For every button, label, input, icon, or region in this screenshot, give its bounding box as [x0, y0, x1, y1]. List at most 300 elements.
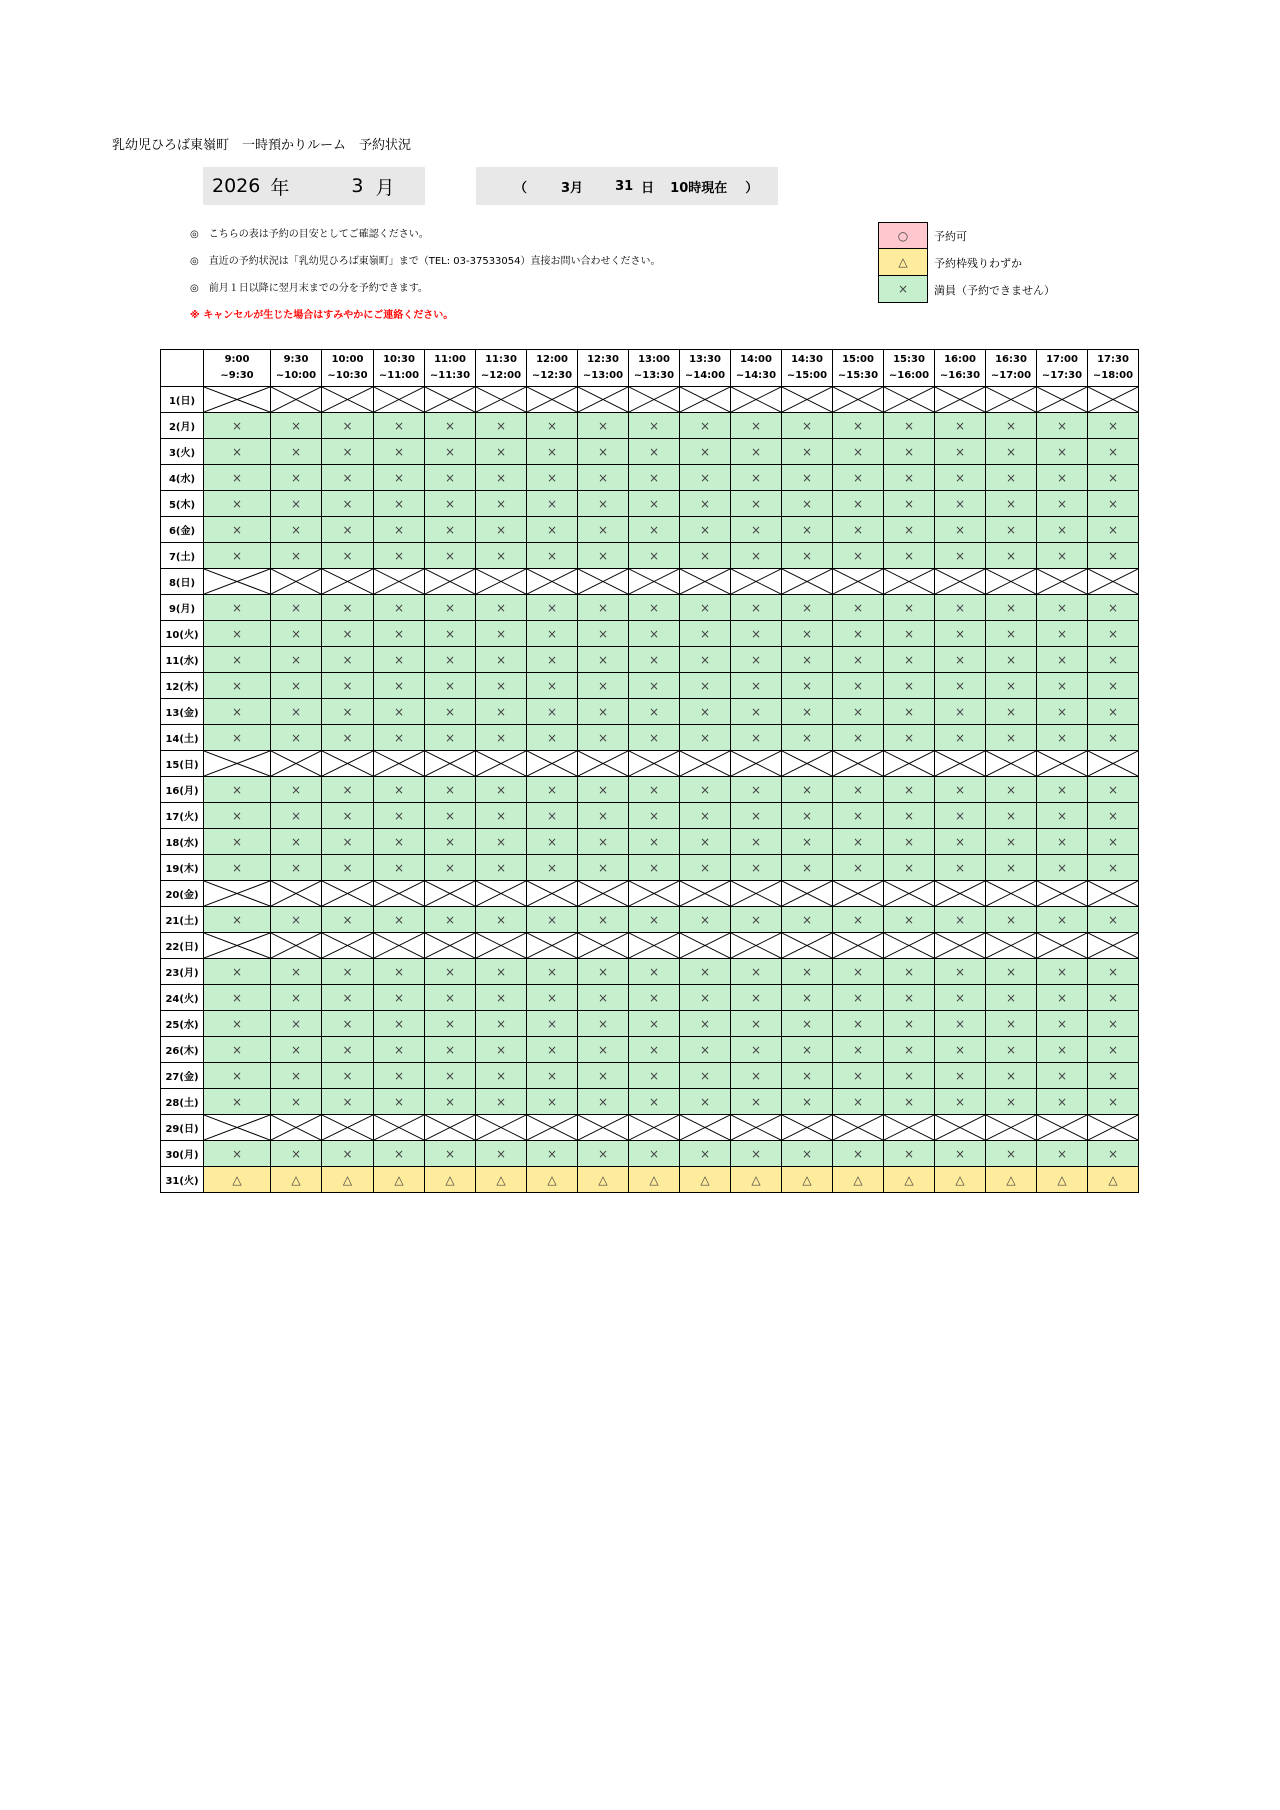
day-label: 4(水) — [161, 465, 204, 491]
slot-status-cell: × — [425, 621, 476, 647]
day-label: 14(土) — [161, 725, 204, 751]
slot-start: 16:00 — [944, 354, 976, 365]
closed-cell — [476, 387, 527, 413]
slot-status-cell: × — [1088, 1037, 1139, 1063]
slot-status-cell: × — [884, 855, 935, 881]
day-label: 12(木) — [161, 673, 204, 699]
closed-cell — [578, 387, 629, 413]
closed-cell — [271, 933, 322, 959]
slot-status-cell: × — [1088, 595, 1139, 621]
closed-cell — [833, 1115, 884, 1141]
day-label: 28(土) — [161, 1089, 204, 1115]
closed-cell — [527, 881, 578, 907]
slot-status-cell: × — [322, 803, 374, 829]
slot-status-cell: × — [425, 595, 476, 621]
slot-status-cell: × — [629, 1037, 680, 1063]
slot-status-cell: × — [1037, 465, 1088, 491]
month-value: 3 — [351, 175, 364, 197]
slot-start: 10:30 — [383, 354, 415, 365]
slot-status-cell: × — [935, 855, 986, 881]
slot-status-cell: × — [935, 1063, 986, 1089]
slot-header — [271, 350, 322, 387]
closed-cell — [782, 751, 833, 777]
closed-cell — [476, 569, 527, 595]
slot-status-cell: × — [476, 907, 527, 933]
closed-cell — [271, 1115, 322, 1141]
slot-status-cell: × — [271, 777, 322, 803]
slot-status-cell: × — [629, 621, 680, 647]
table-row — [161, 803, 1139, 829]
closed-cross-icon — [204, 933, 270, 958]
slot-status-cell: × — [1037, 1011, 1088, 1037]
closed-cell — [271, 751, 322, 777]
slot-status-cell: × — [935, 959, 986, 985]
slot-status-cell: × — [731, 673, 782, 699]
day-label: 20(金) — [161, 881, 204, 907]
slot-status-cell: × — [1088, 959, 1139, 985]
slot-status-cell: × — [833, 855, 884, 881]
closed-cross-icon — [527, 881, 577, 906]
closed-cross-icon — [204, 387, 270, 412]
slot-status-cell: × — [986, 621, 1037, 647]
legend-label-full: 満員（予約できません） — [934, 283, 1055, 297]
slot-status-cell: × — [884, 595, 935, 621]
slot-status-cell: × — [680, 959, 731, 985]
slot-status-cell: △ — [782, 1167, 833, 1193]
day-label: 17(火) — [161, 803, 204, 829]
slot-end: ~12:00 — [480, 370, 522, 381]
closed-cell — [629, 387, 680, 413]
slot-status-cell: × — [476, 959, 527, 985]
slot-status-cell: × — [527, 1063, 578, 1089]
slot-status-cell: × — [680, 621, 731, 647]
slot-header — [578, 350, 629, 387]
slot-status-cell: × — [578, 673, 629, 699]
slot-status-cell: × — [935, 907, 986, 933]
slot-status-cell: × — [629, 1089, 680, 1115]
slot-status-cell: × — [884, 1011, 935, 1037]
slot-status-cell: × — [986, 1089, 1037, 1115]
slot-status-cell: × — [731, 543, 782, 569]
slot-status-cell: × — [322, 855, 374, 881]
slot-status-cell: × — [578, 647, 629, 673]
table-row — [161, 985, 1139, 1011]
closed-cross-icon — [833, 751, 883, 776]
slot-status-cell: × — [833, 439, 884, 465]
slot-status-cell: × — [833, 1089, 884, 1115]
table-row — [161, 933, 1139, 959]
slot-status-cell: × — [731, 1141, 782, 1167]
closed-cross-icon — [629, 1115, 679, 1140]
slot-end: ~17:00 — [990, 370, 1032, 381]
slot-status-cell: × — [782, 1011, 833, 1037]
closed-cell — [935, 569, 986, 595]
slot-status-cell: × — [986, 543, 1037, 569]
closed-cell — [731, 1115, 782, 1141]
closed-cell — [425, 387, 476, 413]
slot-status-cell: × — [1088, 439, 1139, 465]
closed-cross-icon — [629, 751, 679, 776]
slot-status-cell: × — [578, 829, 629, 855]
closed-cross-icon — [204, 881, 270, 906]
note-cancel-alert: ※ キャンセルが生じた場合はすみやかにご連絡ください。 — [190, 310, 454, 321]
slot-status-cell: × — [680, 1141, 731, 1167]
slot-status-cell: × — [271, 465, 322, 491]
slot-status-cell: × — [782, 1037, 833, 1063]
slot-status-cell: × — [204, 543, 271, 569]
slot-status-cell: × — [629, 439, 680, 465]
closed-cell — [204, 1115, 271, 1141]
slot-status-cell: × — [680, 647, 731, 673]
closed-cross-icon — [986, 387, 1036, 412]
table-row — [161, 491, 1139, 517]
closed-cell — [986, 387, 1037, 413]
closed-cell — [204, 751, 271, 777]
closed-cell — [731, 881, 782, 907]
closed-cell — [1037, 933, 1088, 959]
slot-status-cell: × — [322, 621, 374, 647]
slot-status-cell: × — [374, 543, 425, 569]
day-label: 30(月) — [161, 1141, 204, 1167]
slot-status-cell: × — [374, 725, 425, 751]
closed-cross-icon — [271, 933, 321, 958]
closed-cell — [374, 933, 425, 959]
slot-end: ~13:30 — [633, 370, 675, 381]
closed-cell — [986, 933, 1037, 959]
closed-cross-icon — [884, 569, 934, 594]
closed-cell — [1088, 933, 1139, 959]
closed-cell — [374, 751, 425, 777]
slot-status-cell: × — [833, 1141, 884, 1167]
slot-status-cell: × — [833, 621, 884, 647]
closed-cross-icon — [986, 881, 1036, 906]
slot-status-cell: × — [1037, 1063, 1088, 1089]
slot-status-cell: × — [782, 985, 833, 1011]
slot-status-cell: × — [476, 517, 527, 543]
slot-header — [731, 350, 782, 387]
slot-status-cell: × — [935, 543, 986, 569]
slot-status-cell: × — [629, 1011, 680, 1037]
slot-status-cell: × — [833, 491, 884, 517]
closed-cross-icon — [204, 751, 270, 776]
day-label: 11(水) — [161, 647, 204, 673]
slot-status-cell: × — [731, 621, 782, 647]
slot-status-cell: × — [986, 465, 1037, 491]
slot-status-cell: × — [204, 1089, 271, 1115]
slot-status-cell: × — [204, 439, 271, 465]
slot-status-cell: × — [731, 907, 782, 933]
slot-status-cell: × — [986, 517, 1037, 543]
slot-status-cell: × — [425, 855, 476, 881]
slot-status-cell: × — [271, 543, 322, 569]
slot-status-cell: × — [782, 621, 833, 647]
slot-status-cell: × — [476, 777, 527, 803]
slot-status-cell: × — [1088, 413, 1139, 439]
closed-cross-icon — [425, 569, 475, 594]
table-row — [161, 1141, 1139, 1167]
closed-cell — [731, 387, 782, 413]
slot-status-cell: × — [1037, 855, 1088, 881]
slot-status-cell: × — [782, 673, 833, 699]
slot-status-cell: × — [833, 959, 884, 985]
slot-status-cell: △ — [935, 1167, 986, 1193]
slot-status-cell: × — [476, 829, 527, 855]
legend-label-open: 予約可 — [934, 229, 967, 243]
slot-status-cell: × — [986, 1063, 1037, 1089]
table-row — [161, 595, 1139, 621]
day-label: 18(水) — [161, 829, 204, 855]
closed-cell — [425, 569, 476, 595]
slot-status-cell: × — [629, 725, 680, 751]
closed-cell — [204, 387, 271, 413]
slot-status-cell: × — [374, 1063, 425, 1089]
closed-cell — [374, 387, 425, 413]
slot-start: 17:00 — [1046, 354, 1078, 365]
slot-status-cell: × — [204, 1011, 271, 1037]
slot-status-cell: × — [1088, 855, 1139, 881]
slot-status-cell: × — [680, 1037, 731, 1063]
slot-status-cell: × — [476, 465, 527, 491]
slot-status-cell: × — [731, 777, 782, 803]
slot-status-cell: × — [1037, 1037, 1088, 1063]
closed-cross-icon — [1037, 569, 1087, 594]
closed-cell — [1037, 387, 1088, 413]
day-label: 24(火) — [161, 985, 204, 1011]
closed-cell — [578, 1115, 629, 1141]
closed-cross-icon — [271, 569, 321, 594]
slot-status-cell: × — [578, 543, 629, 569]
slot-status-cell: × — [476, 673, 527, 699]
slot-status-cell: × — [1037, 1141, 1088, 1167]
slot-status-cell: × — [884, 1141, 935, 1167]
closed-cross-icon — [731, 569, 781, 594]
slot-status-cell: × — [782, 517, 833, 543]
closed-cross-icon — [782, 881, 832, 906]
slot-status-cell: × — [782, 491, 833, 517]
closed-cell — [425, 1115, 476, 1141]
closed-cross-icon — [1037, 881, 1087, 906]
slot-header — [782, 350, 833, 387]
slot-status-cell: × — [935, 1037, 986, 1063]
slot-status-cell: × — [731, 699, 782, 725]
slot-status-cell: × — [1088, 777, 1139, 803]
closed-cell — [629, 751, 680, 777]
closed-cell — [322, 751, 374, 777]
table-row — [161, 699, 1139, 725]
closed-cross-icon — [1037, 1115, 1087, 1140]
slot-status-cell: × — [629, 985, 680, 1011]
slot-status-cell: × — [204, 673, 271, 699]
slot-status-cell: × — [204, 413, 271, 439]
slot-status-cell: × — [578, 699, 629, 725]
closed-cell — [578, 881, 629, 907]
slot-status-cell: × — [374, 1089, 425, 1115]
slot-status-cell: × — [1088, 1141, 1139, 1167]
slot-status-cell: × — [476, 855, 527, 881]
closed-cell — [425, 751, 476, 777]
slot-status-cell: × — [935, 829, 986, 855]
as-of-time: 10時現在 — [670, 180, 728, 196]
closed-cell — [884, 1115, 935, 1141]
slot-end: ~15:30 — [837, 370, 879, 381]
slot-status-cell: × — [527, 673, 578, 699]
closed-cell — [1088, 387, 1139, 413]
slot-start: 12:30 — [587, 354, 619, 365]
slot-status-cell: × — [204, 621, 271, 647]
closed-cell — [833, 933, 884, 959]
closed-cross-icon — [884, 387, 934, 412]
slot-status-cell: × — [782, 725, 833, 751]
closed-cross-icon — [1088, 387, 1138, 412]
table-row — [161, 855, 1139, 881]
slot-status-cell: × — [578, 1011, 629, 1037]
slot-status-cell: × — [374, 413, 425, 439]
slot-status-cell: × — [374, 439, 425, 465]
slot-status-cell: × — [322, 543, 374, 569]
day-label: 3(火) — [161, 439, 204, 465]
slot-status-cell: × — [271, 647, 322, 673]
slot-status-cell: × — [935, 465, 986, 491]
slot-status-cell: × — [935, 1011, 986, 1037]
closed-cell — [322, 881, 374, 907]
table-row — [161, 1089, 1139, 1115]
slot-status-cell: × — [986, 803, 1037, 829]
slot-status-cell: × — [935, 1141, 986, 1167]
slot-status-cell: △ — [578, 1167, 629, 1193]
slot-status-cell: × — [833, 1011, 884, 1037]
closed-cell — [527, 1115, 578, 1141]
slot-status-cell: × — [833, 1063, 884, 1089]
slot-status-cell: × — [1088, 829, 1139, 855]
day-label: 21(土) — [161, 907, 204, 933]
closed-cell — [374, 881, 425, 907]
slot-status-cell: × — [629, 959, 680, 985]
slot-status-cell: × — [527, 1141, 578, 1167]
slot-status-cell: × — [374, 621, 425, 647]
slot-status-cell: × — [1037, 673, 1088, 699]
slot-status-cell: × — [374, 855, 425, 881]
table-row — [161, 647, 1139, 673]
slot-status-cell: × — [986, 829, 1037, 855]
slot-status-cell: × — [1088, 1063, 1139, 1089]
slot-status-cell: × — [629, 465, 680, 491]
closed-cell — [884, 751, 935, 777]
slot-status-cell: × — [1037, 959, 1088, 985]
slot-start: 13:00 — [638, 354, 670, 365]
slot-status-cell: × — [884, 907, 935, 933]
slot-status-cell: × — [782, 855, 833, 881]
table-body — [161, 387, 1139, 1193]
year-value: 2026 — [212, 175, 261, 197]
closed-cross-icon — [374, 751, 424, 776]
closed-cell — [1088, 881, 1139, 907]
closed-cross-icon — [425, 751, 475, 776]
closed-cell — [1088, 1115, 1139, 1141]
closed-cross-icon — [578, 569, 628, 594]
closed-cross-icon — [425, 387, 475, 412]
legend-label-few: 予約枠残りわずか — [934, 256, 1022, 270]
closed-cell — [833, 569, 884, 595]
slot-end: ~16:00 — [888, 370, 930, 381]
closed-cross-icon — [833, 881, 883, 906]
closed-cross-icon — [680, 387, 730, 412]
slot-status-cell: × — [1088, 543, 1139, 569]
slot-start: 9:00 — [224, 354, 250, 365]
slot-status-cell: × — [527, 907, 578, 933]
closed-cell — [578, 933, 629, 959]
slot-status-cell: × — [425, 777, 476, 803]
closed-cell — [271, 881, 322, 907]
closed-cell — [680, 751, 731, 777]
closed-cell — [527, 933, 578, 959]
slot-status-cell: △ — [527, 1167, 578, 1193]
closed-cross-icon — [731, 933, 781, 958]
slot-status-cell: × — [833, 673, 884, 699]
slot-header — [833, 350, 884, 387]
slot-status-cell: × — [935, 803, 986, 829]
slot-status-cell: × — [884, 1089, 935, 1115]
closed-cross-icon — [1037, 387, 1087, 412]
closed-cross-icon — [935, 569, 985, 594]
slot-status-cell: × — [629, 777, 680, 803]
closed-cell — [527, 387, 578, 413]
table-row — [161, 1063, 1139, 1089]
slot-status-cell: × — [527, 725, 578, 751]
slot-status-cell: × — [680, 985, 731, 1011]
slot-status-cell: × — [271, 621, 322, 647]
slot-status-cell: × — [833, 517, 884, 543]
slot-start: 13:30 — [689, 354, 721, 365]
slot-status-cell: × — [322, 1141, 374, 1167]
closed-cell — [629, 933, 680, 959]
slot-end: ~14:00 — [684, 370, 726, 381]
slot-status-cell: × — [374, 465, 425, 491]
slot-status-cell: × — [578, 1037, 629, 1063]
slot-status-cell: × — [322, 1063, 374, 1089]
closed-cross-icon — [629, 881, 679, 906]
slot-status-cell: × — [425, 985, 476, 1011]
slot-end: ~18:00 — [1092, 370, 1134, 381]
slot-status-cell: × — [986, 647, 1037, 673]
closed-cell — [476, 751, 527, 777]
closed-cell — [271, 387, 322, 413]
slot-status-cell: × — [629, 855, 680, 881]
slot-status-cell: × — [1037, 621, 1088, 647]
slot-status-cell: × — [1037, 543, 1088, 569]
closed-cell — [680, 881, 731, 907]
slot-status-cell: × — [629, 1063, 680, 1089]
closed-cross-icon — [986, 1115, 1036, 1140]
slot-status-cell: × — [204, 829, 271, 855]
slot-status-cell: × — [731, 491, 782, 517]
day-label: 8(日) — [161, 569, 204, 595]
slot-status-cell: × — [204, 647, 271, 673]
day-label: 27(金) — [161, 1063, 204, 1089]
slot-status-cell: × — [204, 465, 271, 491]
closed-cross-icon — [1037, 933, 1087, 958]
slot-header — [322, 350, 374, 387]
reservation-table — [160, 349, 1139, 1193]
slot-status-cell: × — [425, 907, 476, 933]
closed-cross-icon — [731, 387, 781, 412]
note-usage: ◎ こちらの表は予約の目安としてご確認ください。 — [190, 229, 429, 240]
slot-status-cell: × — [680, 465, 731, 491]
closed-cell — [935, 1115, 986, 1141]
slot-status-cell: × — [1088, 673, 1139, 699]
closed-cell — [374, 1115, 425, 1141]
slot-status-cell: × — [782, 1063, 833, 1089]
slot-status-cell: × — [578, 803, 629, 829]
